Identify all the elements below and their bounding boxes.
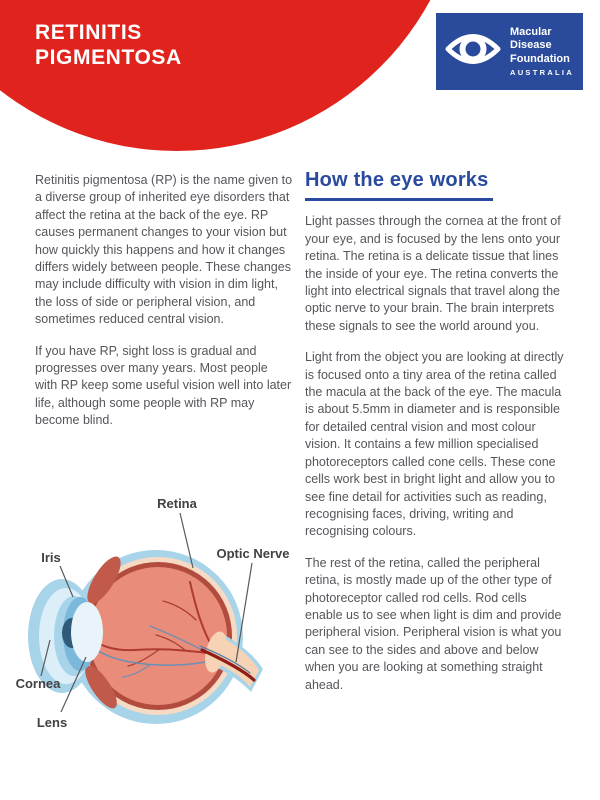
logo-word-australia: AUSTRALIA (510, 68, 575, 78)
intro-paragraph-1: Retinitis pigmentosa (RP) is the name given to a diverse group of inherited eye disorders that affect the retina at the back of the eye. RP causes permanent changes to your vision but how quickly this happens and how it changes differs widely between people. These changes may include difficulty with vision in dim light, the loss of side or peripheral vision, and sometimes reduced central vision. (35, 173, 293, 327)
retina-label: Retina (157, 496, 197, 511)
right-column (305, 169, 567, 708)
logo-word-disease: Disease (510, 39, 552, 52)
mdfa-logo (436, 13, 583, 90)
page-title-line2: PIGMENTOSA (35, 46, 182, 69)
lens-label: Lens (36, 715, 68, 730)
heading-rule (305, 198, 493, 201)
eye-logo-icon (444, 28, 502, 75)
iris-label: Iris (41, 550, 61, 565)
eye-diagram (0, 480, 300, 750)
logo-word-macular: Macular (510, 25, 552, 38)
left-column (35, 172, 293, 444)
eye-works-paragraph-2: Light from the object you are looking at directly is focused onto a tiny area of the retina called the macula at the back of the eye. The macula is about 5.5mm in diameter and is responsible for detailed central vision and most colour vision. It contains a few million specialised photoreceptors called cone cells. These cone cells work best in bright light and allow you to see fine detail for activities such as reading, recognising faces, driving, writing and recognising colours. (305, 350, 564, 539)
eye-works-paragraph-1: Light passes through the cornea at the front of your eye, and is focused by the lens onto your retina. The retina is a delicate tissue that lines the inside of your eye. The retina converts the light into electrical signals that travel along the optic nerve to your brain. The brain interprets these signals to see the world around you. (305, 214, 561, 333)
lens-shape (71, 602, 103, 662)
intro-paragraph-2: If you have RP, sight loss is gradual and progresses over many years. Most people with RP keep some useful vision well into later life, although some people with RP may become blind. (35, 343, 292, 428)
logo-wordmark (510, 26, 574, 78)
optic-nerve-label: Optic Nerve (216, 546, 290, 561)
page-title-line1: RETINITIS (35, 21, 142, 44)
eye-works-paragraph-3: The rest of the retina, called the peripheral retina, is mostly made up of the other type of photoreceptor called rod cells. Rod cells enable us to see when light is dim and provide peripheral vision. Peripheral vision is what you can see to the sides and above and below when you are looking at something straight ahead. (305, 555, 562, 692)
section-heading: How the eye works (305, 169, 489, 191)
logo-word-foundation: Foundation (510, 52, 570, 65)
page-title (35, 20, 182, 70)
cornea-label: Cornea (15, 676, 61, 691)
